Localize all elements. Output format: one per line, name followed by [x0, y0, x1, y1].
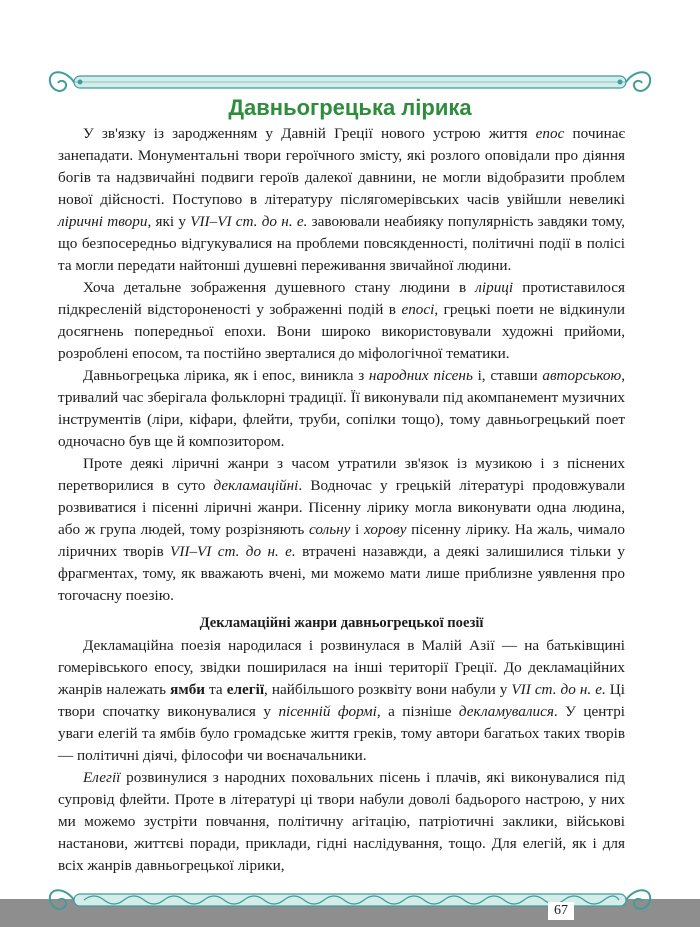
italic-run: VII ст. до н. е. [511, 681, 606, 698]
paragraph [58, 635, 625, 767]
italic-run: епосі [401, 301, 435, 318]
bold-run: елегії [226, 681, 265, 698]
italic-run: ліриці [475, 279, 514, 296]
text-run: , які у [147, 213, 191, 230]
text-run: . У центрі уваги елегій та ямбів було громадське життя греків, тому автори багатьох таких творів — політичні діячі, філософи чи воєначальники. [58, 703, 626, 764]
page-number: 67 [548, 902, 574, 920]
paragraph [58, 453, 625, 607]
italic-run: декламаційні [213, 477, 299, 494]
bold-run: ямби [170, 681, 206, 698]
text-run: , грецькі поети не відкинули досягнень попередньої епохи. Вони широко використовували художні прийоми, розроблені епосом, та постійно зверталися до міфологічної тематики. [58, 301, 625, 362]
text-run: . Водночас у грецькій літературі продовжували розвиватися і пісенні ліричні жанри. Пісенну лірику могла виконувати одна людина, або ж група людей, тому розрізняють [58, 477, 625, 538]
text-run: та [205, 681, 227, 698]
text-run: пісенну лірику. На жаль, чимало ліричних творів [58, 521, 625, 560]
italic-run: авторською [542, 367, 622, 384]
italic-run: епос [535, 125, 565, 142]
text-run: Хоча детальне зображення душевного стану людини в [83, 279, 476, 296]
main-text [58, 123, 625, 877]
text-run: починає занепадати. Монументальні твори героїчного змісту, які розлого оповідали про діяння богів та надзвичайні подвиги героїв далекої давнини, не могли відобразити проблем нової дійсності. Поступово в літературу післягомерівських часів увійшли невеликі [58, 125, 625, 208]
italic-run: пісенній формі [278, 703, 377, 720]
page-title: Давньогрецька лірика [228, 95, 472, 120]
text-run: втрачені назавжди, а деякі залишилися тільки у фрагментах, тому, як вважають вчені, ми можемо мати лише приблизне уявлення про тогочасну поезію. [58, 543, 625, 604]
text-run: , тривалий час зберігала фольклорні традиції. Її виконували під акомпанемент музичних інструментів (ліри, кіфари, флейти, труби, сопілки тощо), тому давньогрецький поет одночасно був ще й композитором. [58, 367, 625, 450]
italic-run: ліричні твори [58, 213, 148, 230]
paragraph [58, 277, 625, 365]
text-run: і, ставши [472, 367, 543, 384]
section-subheading: Декламаційні жанри давньогрецької поезії [199, 615, 484, 631]
paragraph [58, 365, 625, 453]
text-run: Проте деякі ліричні жанри з часом утратили зв'язок із музикою і з піснених перетворилися в суто [58, 455, 625, 494]
text-run: , найбільшого розквіту вони набули у [264, 681, 512, 698]
text-run: Ці твори спочатку виконувалися у [58, 681, 625, 720]
italic-run: декламувалися [458, 703, 554, 720]
italic-run: сольну [309, 521, 351, 538]
text-run: Давньогрецька лірика, як і епос, виникла з [83, 367, 369, 384]
italic-run: VII–VI ст. до н. е. [170, 543, 296, 560]
text-run: завоювали неабияку популярність завдяки тому, що безпосередньо відгукувалися на проблеми повсякденності, політичні події в полісі та могли передати найтонші душевні переживання звичайної людини. [58, 213, 625, 274]
paragraph [58, 123, 625, 277]
text-run: У зв'язку із зародженням у Давній Греції нового устрою життя [83, 125, 536, 142]
text-run: протиставилося підкресленій відстороненості у зображенні подій в [58, 279, 625, 318]
text-run: розвинулися з народних поховальних пісень і плачів, які виконувалися під супровід флейти. Проте в літературі ці твори набули доволі бадьорого настрою, у них ми можемо зустріти повчання, політичну агітацію, патріотичні заклики, військові настанови, життєві поради, приклади, гідні наслідування, тощо. Для елегій, як і для всіх жанрів давньогрецької лірики, [58, 769, 625, 874]
text-run: Декламаційна поезія народилася і розвинулася в Малій Азії — на батьківщині гомерівського епосу, звідки поширилася на інші території Греції. До декламаційних жанрів належать [58, 637, 625, 698]
italic-run: народних пісень [368, 367, 473, 384]
text-run: , а пізніше [376, 703, 459, 720]
paragraph [58, 767, 625, 877]
italic-run: VII–VI ст. до н. е. [190, 213, 308, 230]
text-run: і [350, 521, 364, 538]
italic-run: хорову [363, 521, 407, 538]
italic-run: Елегії [83, 769, 121, 786]
